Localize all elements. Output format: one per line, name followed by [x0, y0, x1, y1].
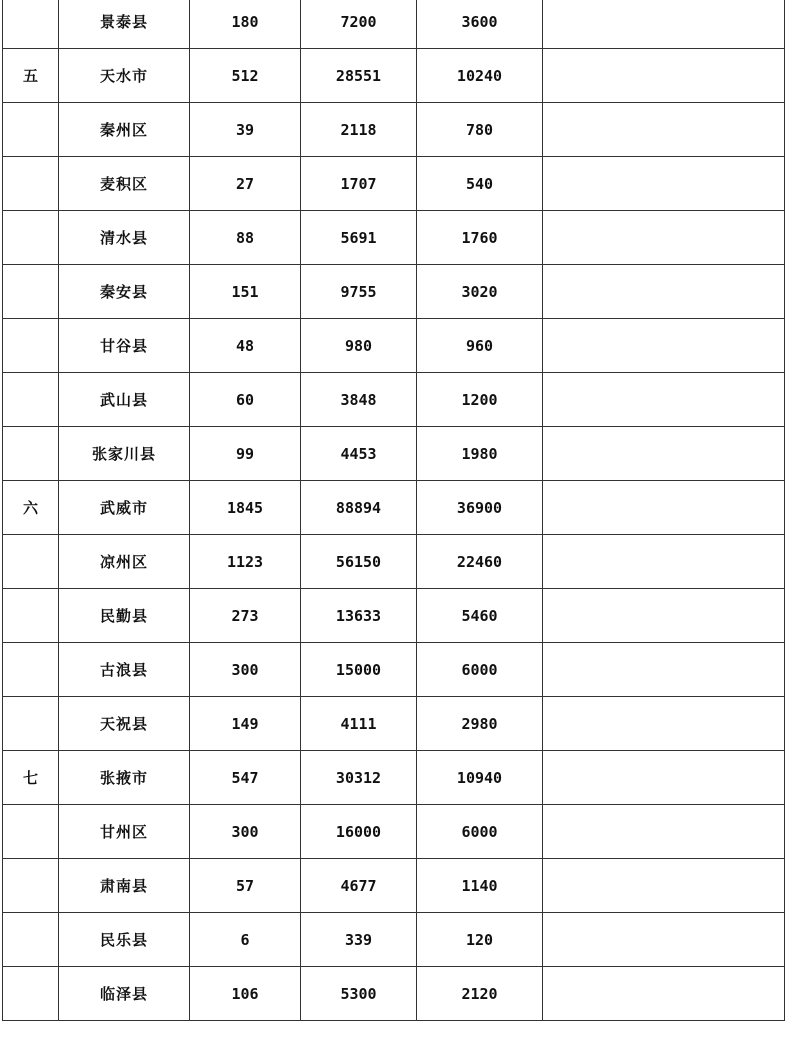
note-cell — [543, 697, 785, 751]
value2-cell: 56150 — [301, 535, 417, 589]
note-cell — [543, 427, 785, 481]
table-row — [3, 319, 785, 373]
table-row — [3, 373, 785, 427]
value2-cell: 3848 — [301, 373, 417, 427]
note-cell — [543, 589, 785, 643]
value1-cell: 149 — [190, 697, 301, 751]
value2-cell: 980 — [301, 319, 417, 373]
region-name-cell: 甘谷县 — [59, 319, 190, 373]
value1-cell: 60 — [190, 373, 301, 427]
region-name-cell: 清水县 — [59, 211, 190, 265]
data-table — [2, 0, 785, 1021]
note-cell — [543, 211, 785, 265]
value1-cell: 88 — [190, 211, 301, 265]
row-index-cell — [3, 967, 59, 1021]
table-row — [3, 805, 785, 859]
row-index-cell — [3, 589, 59, 643]
region-name-cell: 张家川县 — [59, 427, 190, 481]
table-body — [3, 0, 785, 1021]
value2-cell: 4111 — [301, 697, 417, 751]
row-index-cell — [3, 859, 59, 913]
value2-cell: 4453 — [301, 427, 417, 481]
region-name-cell: 临泽县 — [59, 967, 190, 1021]
note-cell — [543, 49, 785, 103]
region-name-cell: 凉州区 — [59, 535, 190, 589]
note-cell — [543, 373, 785, 427]
value3-cell: 22460 — [417, 535, 543, 589]
region-name-cell: 甘州区 — [59, 805, 190, 859]
note-cell — [543, 643, 785, 697]
note-cell — [543, 967, 785, 1021]
value3-cell: 120 — [417, 913, 543, 967]
region-name-cell: 张掖市 — [59, 751, 190, 805]
value1-cell: 300 — [190, 805, 301, 859]
value2-cell: 88894 — [301, 481, 417, 535]
row-index-cell: 七 — [3, 751, 59, 805]
region-name-cell: 麦积区 — [59, 157, 190, 211]
note-cell — [543, 913, 785, 967]
table-row — [3, 913, 785, 967]
row-index-cell — [3, 265, 59, 319]
value2-cell: 339 — [301, 913, 417, 967]
value1-cell: 547 — [190, 751, 301, 805]
table-row — [3, 103, 785, 157]
row-index-cell: 五 — [3, 49, 59, 103]
note-cell — [543, 157, 785, 211]
note-cell — [543, 805, 785, 859]
region-name-cell: 民乐县 — [59, 913, 190, 967]
table-row — [3, 697, 785, 751]
table-row — [3, 211, 785, 265]
value2-cell: 15000 — [301, 643, 417, 697]
note-cell — [543, 0, 785, 49]
value2-cell: 7200 — [301, 0, 417, 49]
value2-cell: 9755 — [301, 265, 417, 319]
value3-cell: 2120 — [417, 967, 543, 1021]
row-index-cell — [3, 211, 59, 265]
table-row — [3, 157, 785, 211]
row-index-cell — [3, 697, 59, 751]
value3-cell: 5460 — [417, 589, 543, 643]
region-name-cell: 天祝县 — [59, 697, 190, 751]
note-cell — [543, 859, 785, 913]
value2-cell: 1707 — [301, 157, 417, 211]
value3-cell: 10940 — [417, 751, 543, 805]
region-name-cell: 武山县 — [59, 373, 190, 427]
value1-cell: 99 — [190, 427, 301, 481]
table-row — [3, 49, 785, 103]
note-cell — [543, 481, 785, 535]
value1-cell: 39 — [190, 103, 301, 157]
note-cell — [543, 535, 785, 589]
value2-cell: 5691 — [301, 211, 417, 265]
row-index-cell — [3, 805, 59, 859]
value3-cell: 3600 — [417, 0, 543, 49]
value1-cell: 57 — [190, 859, 301, 913]
value3-cell: 6000 — [417, 805, 543, 859]
value1-cell: 273 — [190, 589, 301, 643]
value2-cell: 5300 — [301, 967, 417, 1021]
row-index-cell — [3, 373, 59, 427]
region-name-cell: 秦安县 — [59, 265, 190, 319]
value2-cell: 4677 — [301, 859, 417, 913]
table-row — [3, 967, 785, 1021]
value3-cell: 1200 — [417, 373, 543, 427]
value3-cell: 36900 — [417, 481, 543, 535]
region-name-cell: 肃南县 — [59, 859, 190, 913]
region-name-cell: 民勤县 — [59, 589, 190, 643]
note-cell — [543, 265, 785, 319]
row-index-cell: 六 — [3, 481, 59, 535]
row-index-cell — [3, 427, 59, 481]
value2-cell: 28551 — [301, 49, 417, 103]
note-cell — [543, 103, 785, 157]
value2-cell: 2118 — [301, 103, 417, 157]
value1-cell: 106 — [190, 967, 301, 1021]
value1-cell: 1845 — [190, 481, 301, 535]
region-name-cell: 秦州区 — [59, 103, 190, 157]
value1-cell: 300 — [190, 643, 301, 697]
table-row — [3, 751, 785, 805]
value3-cell: 540 — [417, 157, 543, 211]
value1-cell: 27 — [190, 157, 301, 211]
value3-cell: 1140 — [417, 859, 543, 913]
table-row — [3, 427, 785, 481]
region-name-cell: 景泰县 — [59, 0, 190, 49]
region-name-cell: 武威市 — [59, 481, 190, 535]
table-row — [3, 481, 785, 535]
value3-cell: 1980 — [417, 427, 543, 481]
value1-cell: 151 — [190, 265, 301, 319]
table-row — [3, 589, 785, 643]
table-row — [3, 859, 785, 913]
row-index-cell — [3, 643, 59, 697]
value3-cell: 10240 — [417, 49, 543, 103]
table-row — [3, 535, 785, 589]
row-index-cell — [3, 319, 59, 373]
value3-cell: 3020 — [417, 265, 543, 319]
region-name-cell: 古浪县 — [59, 643, 190, 697]
value3-cell: 780 — [417, 103, 543, 157]
value1-cell: 512 — [190, 49, 301, 103]
note-cell — [543, 319, 785, 373]
value1-cell: 48 — [190, 319, 301, 373]
value2-cell: 13633 — [301, 589, 417, 643]
value3-cell: 6000 — [417, 643, 543, 697]
region-name-cell: 天水市 — [59, 49, 190, 103]
row-index-cell — [3, 0, 59, 49]
table-row — [3, 643, 785, 697]
value1-cell: 180 — [190, 0, 301, 49]
value2-cell: 30312 — [301, 751, 417, 805]
value3-cell: 2980 — [417, 697, 543, 751]
row-index-cell — [3, 103, 59, 157]
note-cell — [543, 751, 785, 805]
value1-cell: 6 — [190, 913, 301, 967]
row-index-cell — [3, 157, 59, 211]
value3-cell: 960 — [417, 319, 543, 373]
value2-cell: 16000 — [301, 805, 417, 859]
row-index-cell — [3, 535, 59, 589]
value1-cell: 1123 — [190, 535, 301, 589]
table-row — [3, 0, 785, 49]
table-row — [3, 265, 785, 319]
value3-cell: 1760 — [417, 211, 543, 265]
row-index-cell — [3, 913, 59, 967]
